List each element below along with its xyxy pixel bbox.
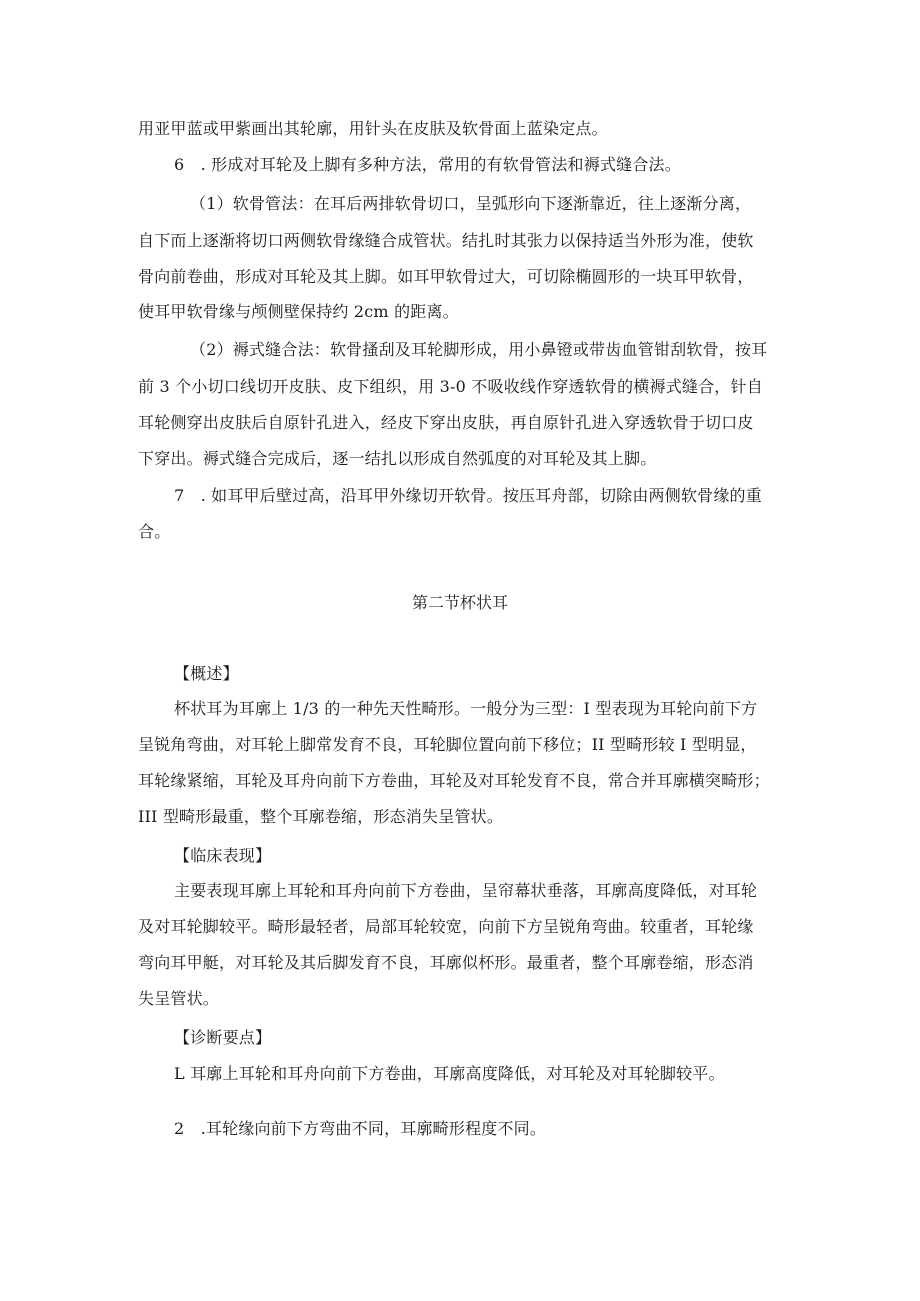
text-line: 主要表现耳廓上耳轮和耳舟向前下方卷曲，呈帘幕状垂落，耳廓高度降低，对耳轮: [174, 881, 758, 900]
text-line: 6 . 形成对耳轮及上脚有多种方法，常用的有软骨管法和褥式缝合法。: [174, 155, 681, 174]
text-line: 骨向前卷曲，形成对耳轮及其上脚。如耳甲软骨过大，可切除椭圆形的一块耳甲软骨，: [138, 267, 754, 286]
text-line: III 型畸形最重，整个耳廓卷缩，形态消失呈管状。: [138, 807, 504, 826]
text-line: 合。: [138, 522, 171, 541]
text-line: （1）软骨管法：在耳后两排软骨切口，呈弧形向下逐渐靠近，往上逐渐分离，: [190, 194, 752, 213]
text-line: 用亚甲蓝或甲紫画出其轮廓，用针头在皮肤及软骨面上蓝染定点。: [138, 119, 608, 138]
text-line: 及对耳轮脚较平。畸形最轻者，局部耳轮较宽，向前下方呈锐角弯曲。较重者，耳轮缘: [138, 917, 754, 936]
text-line: 7 . 如耳甲后壁过高，沿耳甲外缘切开软骨。按压耳舟部，切除由两侧软骨缘的重: [174, 486, 762, 505]
text-line: 耳轮侧穿出皮肤后自原针孔进入，经皮下穿出皮肤，再自原针孔进入穿透软骨于切口皮: [138, 413, 754, 432]
text-line: 使耳甲软骨缘与颅侧壁保持约 2cm 的距离。: [138, 302, 459, 321]
text-line: 耳轮缘紧缩，耳轮及耳舟向前下方卷曲，耳轮及对耳轮发育不良，常合并耳廓横突畸形；: [138, 771, 770, 790]
text-line: 2 .耳轮缘向前下方弯曲不同，耳廓畸形程度不同。: [174, 1119, 547, 1138]
text-line: 下穿出。褥式缝合完成后，逐一结扎以形成自然弧度的对耳轮及其上脚。: [138, 449, 657, 468]
text-line: 自下而上逐渐将切口两侧软骨缘缝合成管状。结扎时其张力以保持适当外形为准，使软: [138, 231, 754, 250]
overview-heading: 【概述】: [174, 664, 239, 683]
text-line: 杯状耳为耳廓上 1/3 的一种先天性畸形。一般分为三型：I 型表现为耳轮向前下方: [174, 699, 758, 718]
text-line: L 耳廓上耳轮和耳舟向前下方卷曲，耳廓高度降低，对耳轮及对耳轮脚较平。: [174, 1064, 725, 1083]
text-line: 前 3 个小切口线切开皮肤、皮下组织，用 3-0 不吸收线作穿透软骨的横褥式缝合，针自: [138, 377, 763, 396]
text-line: 弯向耳甲艇，对耳轮及其后脚发育不良，耳廓似杯形。最重者，整个耳廓卷缩，形态消: [138, 953, 754, 972]
text-line: 呈锐角弯曲，对耳轮上脚常发育不良，耳轮脚位置向前下移位；II 型畸形较 I 型明显，: [138, 735, 757, 754]
clinical-heading: 【临床表现】: [174, 846, 272, 865]
text-line: 失呈管状。: [138, 989, 220, 1008]
section-title: 第二节杯状耳: [411, 593, 508, 612]
text-line: （2）褥式缝合法：软骨搔刮及耳轮脚形成，用小鼻镫或带齿血管钳刮软骨，按耳: [190, 340, 768, 359]
diagnosis-heading: 【诊断要点】: [174, 1028, 272, 1047]
